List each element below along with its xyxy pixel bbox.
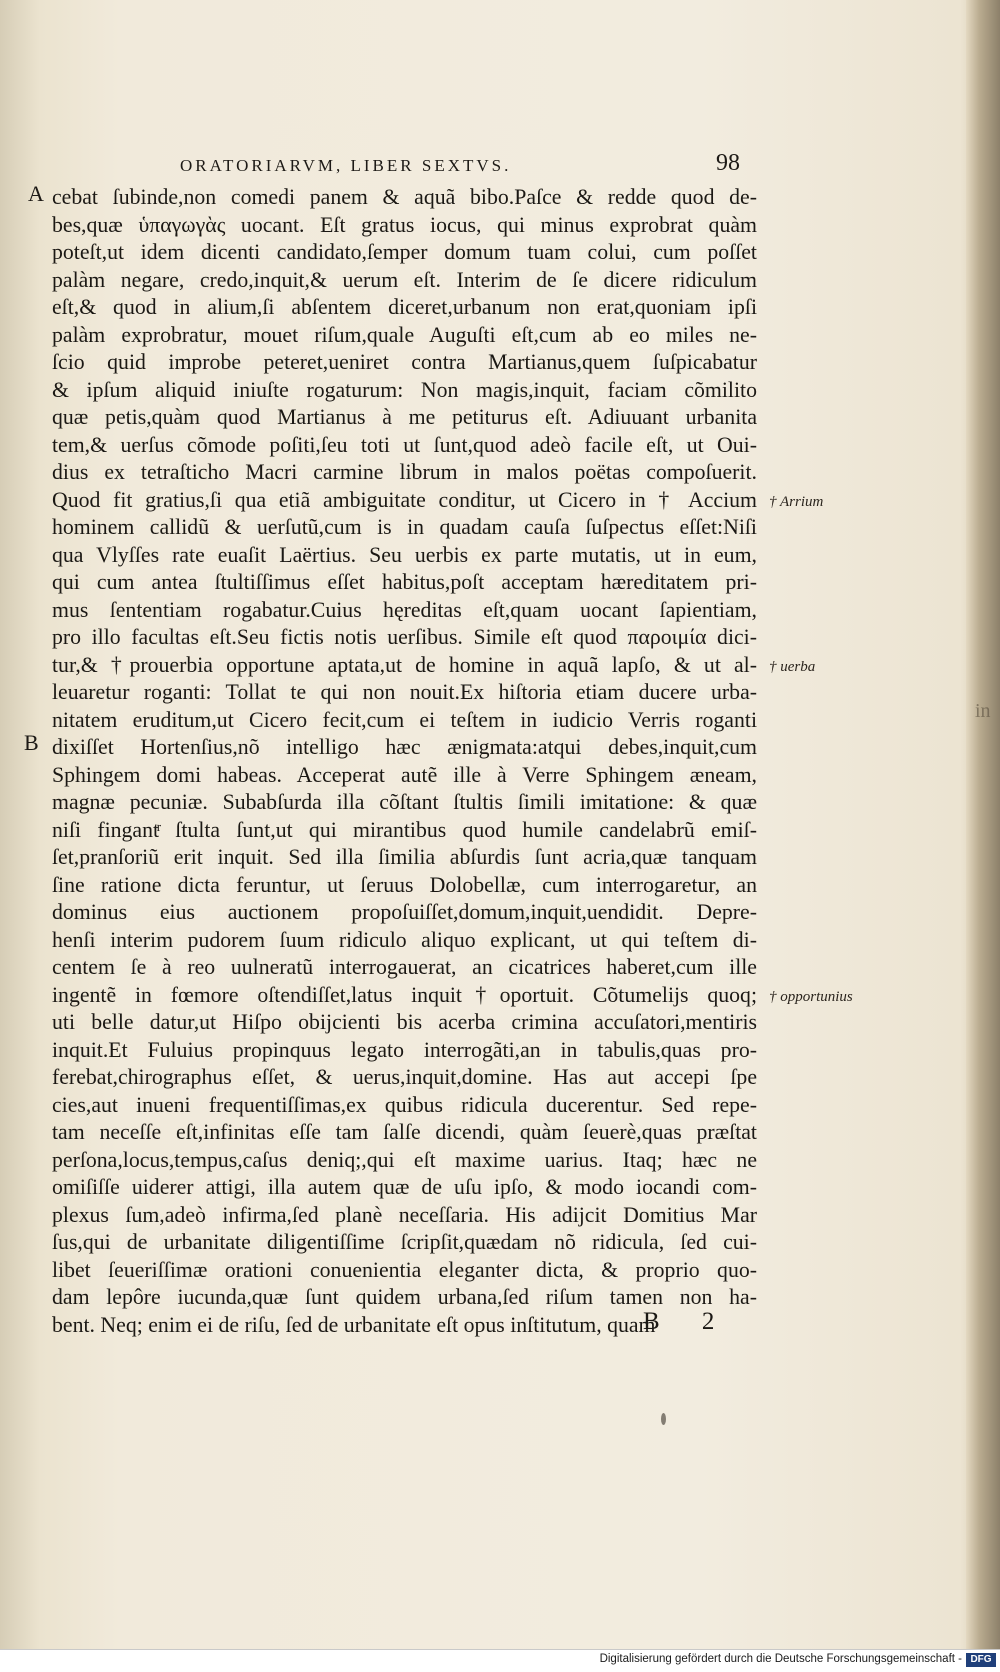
text-line: nitatem eruditum,ut Cicero fecit,cum ei teſtem in iudicio Verris roganti (52, 707, 757, 732)
margin-letter-a: A (28, 181, 44, 206)
text-line: quæ petis,quàm quod Martianus à me petiturus eſt. Adiuuant urbanita (52, 405, 757, 429)
main-text-block (52, 184, 757, 1339)
text-line: cies,aut inueni frequentiſſimas,ex quibus ridicula ducerentur. Sed repe- (52, 1092, 757, 1117)
signature-mark: B 2 (643, 1308, 733, 1335)
text-line: bent. Neq; enim ei de riſu, ſed de urbanitate eſt opus inſtitutum, quam (52, 1312, 656, 1337)
margin-letter-b: B (24, 730, 39, 755)
text-line: pro illo facultas eſt.Seu fictis notis uerſibus. Simile eſt quod παροιμία dici- (52, 625, 757, 649)
text-line: uti belle datur,ut Hiſpo obijcienti bis acerba crimina accuſatori,mentiris (52, 1010, 757, 1034)
running-head (180, 150, 740, 180)
text-line: mus ſententiam rogabatur.Cuius hęreditas eſt,quam uocant ſapientiam, (52, 597, 757, 622)
text-line: leuaretur roganti: Tollat te qui non nouit.Ex hiſtoria etiam ducere urba- (52, 680, 757, 704)
text-line: ſus,qui de urbanitate diligentiſſime ſcripſit,quædam nõ ridicula, ſed cui- (52, 1230, 757, 1254)
text-line: ingentẽ in fœmore oſtendiſſet,latus inquit†oportuit. Cõtumelijs quoq; (52, 982, 757, 1007)
dfg-logo: DFG (966, 1653, 996, 1667)
text-line: dius ex tetraſticho Macri carmine librum in malos poëtas compoſuerit. (52, 460, 757, 484)
text-line: ſet,pranſoriũ erit inquit. Sed illa ſimilia abſurdis ſunt acria,quæ tanquam (52, 845, 757, 869)
text-line: libet ſeueriſſimæ orationi conuenientia eleganter dicta, & proprio quo- (52, 1257, 757, 1282)
marginal-note: † Arrium (769, 493, 824, 510)
text-line: palàm negare, credo,inquit,& uerum eſt. Interim de ſe dicere ridiculum (52, 267, 757, 292)
text-line: ferebat,chirographus eſſet, & uerus,inquit,domine. Has aut accepi ſpe (52, 1065, 757, 1089)
text-line: niſi fingantͬ ſtulta ſunt,ut qui mirantibus quod humile candelabrũ emiſ- (52, 817, 757, 842)
page-edge (966, 0, 1000, 1671)
text-line: Quod fit gratius,ſi qua etiã ambiguitate conditur, ut Cicero in † Accium (52, 487, 757, 512)
text-line: tur,& †prouerbia opportune aptata,ut de homine in aquã lapſo, & ut al- (52, 652, 757, 677)
text-line: hominem callidũ & uerſutũ,cum is in quadam cauſa ſuſpectus eſſet:Niſi (52, 515, 757, 539)
text-line: palàm exprobratur, mouet riſum,quale Auguſti eſt,cum ab eo miles ne- (52, 322, 757, 347)
text-line: plexus ſum,adeò infirma,ſed planè neceſſaria. His adijcit Domitius Mar (52, 1202, 757, 1227)
facing-page-fragment: in (975, 700, 991, 722)
text-line: inquit.Et Fuluius propinquus legato interrogãti,an in tabulis,quas pro- (52, 1037, 757, 1062)
running-title: ORATORIARVM, LIBER SEXTVS. (180, 156, 512, 175)
text-line: dominus eius auctionem propoſuiſſet,domum,inquit,uendidit. Depre- (52, 900, 757, 924)
text-line: centem ſe à reo uulneratũ interrogauerat, an cicatrices haberet,cum ille (52, 955, 757, 979)
marginal-note: † opportunius (769, 988, 853, 1005)
ink-speck (661, 1413, 666, 1425)
text-line: tam neceſſe eſt,infinitas eſſe tam ſalſe dicendi, quàm ſeuerè,quas præſtat (52, 1120, 757, 1144)
text-line: eſt,& quod in alium,ſi abſentem diceret,urbanum non erat,quoniam ipſi (52, 295, 757, 319)
text-line: cebat ſubinde,non comedi panem & aquã bibo.Paſce & redde quod de- (52, 185, 757, 209)
text-line: bes,quæ ὑπαγωγὰς uocant. Eſt gratus iocus, qui minus exprobrat quàm (52, 212, 757, 237)
text-line: qui cum antea ſtultiſſimus eſſet habitus,poſt acceptam hæreditatem pri- (52, 570, 757, 594)
marginal-note: † uerba (769, 658, 816, 675)
page-number: 98 (716, 150, 740, 176)
text-line: dixiſſet Hortenſius,nõ intelligo hæc ænigmata:atqui debes,inquit,cum (52, 735, 757, 759)
text-line: poteſt,ut idem dicenti candidato,ſemper domum tuam colui, cum poſſet (52, 240, 757, 264)
text-line: & ipſum aliquid iniuſte rogaturum: Non magis,inquit, faciam cõmilito (52, 377, 757, 402)
text-line: magnæ pecuniæ. Subabſurda illa cõſtant ſtultis ſimili imitatione: & quæ (52, 790, 757, 814)
text-line: Sphingem domi habeas. Acceperat autẽ ille à Verre Sphingem æneam, (52, 762, 757, 787)
text-line: ſcio quid improbe peteret,ueniret contra Martianus,quem ſuſpicabatur (52, 350, 757, 374)
text-line: henſi interim pudorem ſuum ridiculo aliquo explicant, ut qui teſtem di- (52, 927, 757, 952)
text-line: qua Vlyſſes rate euaſit Laërtius. Seu uerbis ex parte mutatis, ut in eum, (52, 542, 757, 567)
text-line: dam lepôre iucunda,quæ ſunt quidem urbana,ſed riſum tamen non ha- (52, 1285, 757, 1309)
footer-bar (0, 1649, 1000, 1672)
text-line: ſine ratione dicta feruntur, ut ſeruus Dolobellæ, cum interrogaretur, an (52, 872, 757, 897)
text-line: tem,& uerſus cõmode poſiti,ſeu toti ut ſunt,quod adeò facile eſt, ut Oui- (52, 432, 757, 457)
funding-credit: Digitalisierung gefördert durch die Deutsche Forschungsgemeinschaft - (599, 1653, 962, 1665)
text-line: omiſiſſe uiderer attigi, illa autem quæ de uſu ipſo, & modo iocandi com- (52, 1175, 757, 1199)
text-line: perſona,locus,tempus,caſus deniq;,qui eſt maxime uarius. Itaq; hæc ne (52, 1147, 757, 1172)
